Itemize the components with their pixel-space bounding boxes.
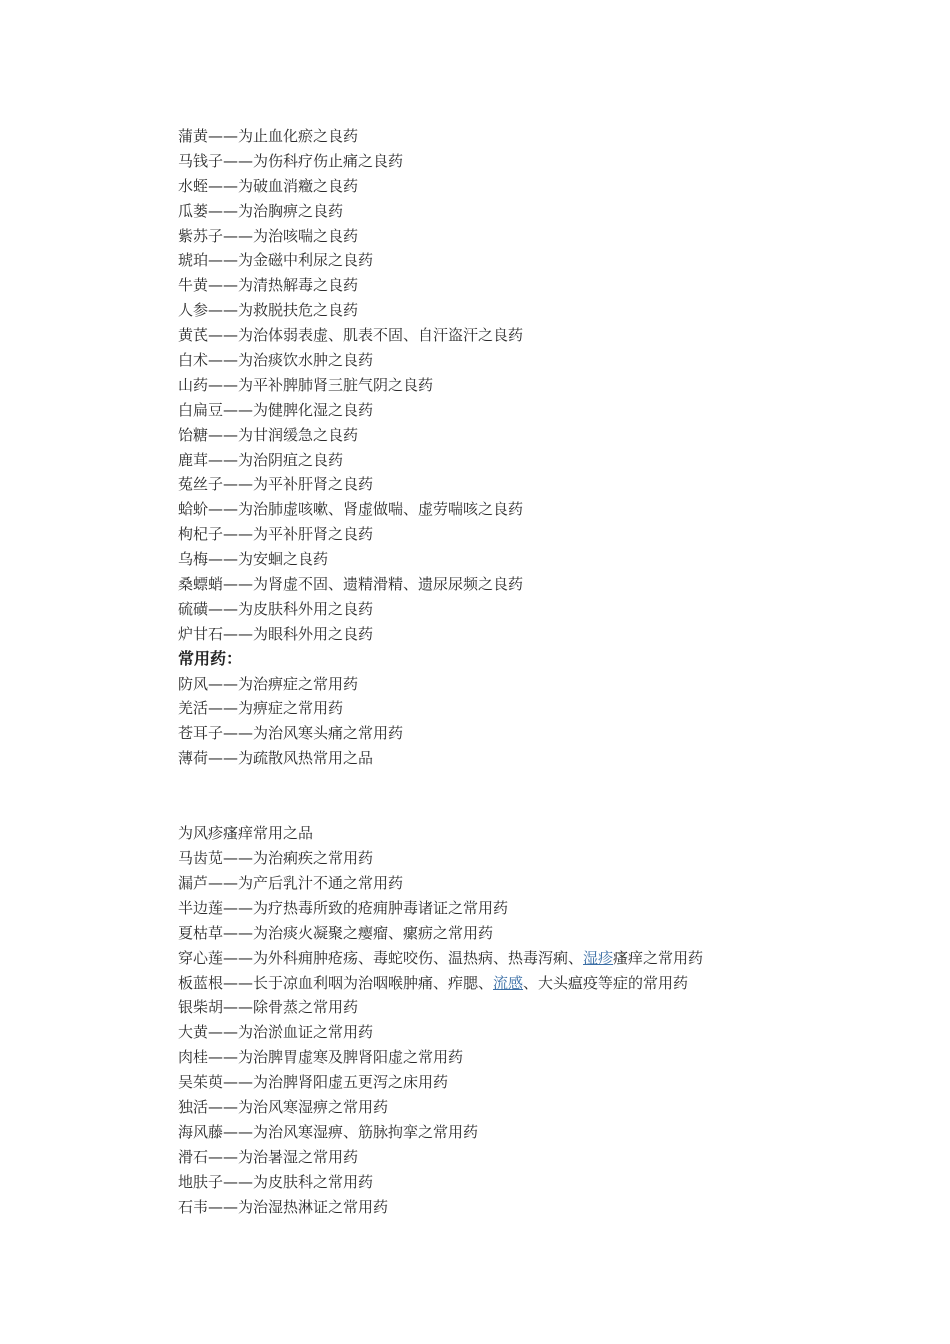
text-line: 黄芪——为治体弱表虚、肌表不固、自汗盗汗之良药: [178, 326, 524, 345]
text-line: 硫磺——为皮肤科外用之良药: [178, 599, 374, 618]
text-segment: 、大头瘟疫等症的常用药: [523, 973, 689, 992]
text-line: 羌活——为痹症之常用药: [178, 699, 344, 718]
text-line: 蒲黄——为止血化瘀之良药: [178, 127, 359, 145]
text-line: 肉桂——为治脾胃虚寒及脾肾阳虚之常用药: [178, 1048, 464, 1067]
text-segment: 穿心莲——为外科痈肿疮疡、毒蛇咬伤、温热病、热毒泻痢、: [178, 948, 584, 967]
text-line: 白术——为治痰饮水肿之良药: [178, 351, 374, 370]
text-line: 防风——为治痹症之常用药: [178, 674, 359, 693]
influenza-link[interactable]: 流感: [493, 973, 524, 992]
text-line: 独活——为治风寒湿痹之常用药: [178, 1097, 389, 1116]
text-line: 漏芦——为产后乳汁不通之常用药: [178, 873, 404, 892]
text-line: 夏枯草——为治痰火凝聚之瘿瘤、瘰疬之常用药: [178, 923, 494, 942]
text-line: 菟丝子——为平补肝肾之良药: [178, 475, 374, 494]
document-body: [178, 124, 878, 1219]
text-segment: 瘙痒之常用药: [613, 948, 704, 967]
text-line: 水蛭——为破血消癥之良药: [178, 176, 359, 195]
text-line: 桑螵蛸——为肾虚不固、遗精滑精、遗尿尿频之良药: [178, 575, 524, 594]
text-line: 蛤蚧——为治肺虚咳嗽、肾虚做喘、虚劳喘咳之良药: [178, 500, 524, 519]
text-line: 半边莲——为疗热毒所致的疮痈肿毒诸证之常用药: [178, 898, 509, 917]
text-line: 饴糖——为甘润缓急之良药: [178, 425, 359, 444]
eczema-link[interactable]: 湿疹: [583, 948, 614, 967]
text-line: 银柴胡——除骨蒸之常用药: [178, 998, 359, 1017]
text-line: 地肤子——为皮肤科之常用药: [178, 1172, 374, 1191]
text-segment: 板蓝根——长于凉血利咽为治咽喉肿痛、痄腮、: [178, 973, 494, 992]
text-line: 白扁豆——为健脾化湿之良药: [178, 400, 374, 419]
section-heading: 常用药：: [178, 648, 243, 668]
text-line: 薄荷——为疏散风热常用之品: [178, 749, 374, 768]
text-line: 牛黄——为清热解毒之良药: [178, 276, 359, 295]
text-line: 山药——为平补脾肺肾三脏气阴之良药: [178, 375, 434, 394]
text-line: 大黄——为治淤血证之常用药: [178, 1023, 374, 1042]
text-line: 炉甘石——为眼科外用之良药: [178, 624, 374, 643]
text-line-banlangen: [178, 971, 878, 996]
text-line: 琥珀——为金磁中利尿之良药: [178, 251, 374, 270]
text-line: 紫苏子——为治咳喘之良药: [178, 226, 359, 245]
text-line: 人参——为救脱扶危之良药: [178, 301, 359, 320]
text-line: 石韦——为治湿热淋证之常用药: [178, 1197, 389, 1216]
text-line: 为风疹瘙痒常用之品: [178, 824, 314, 843]
text-line: 马齿苋——为治痢疾之常用药: [178, 849, 374, 868]
text-line: 瓜蒌——为治胸痹之良药: [178, 201, 344, 220]
text-line-chuanxinlian: [178, 946, 878, 971]
text-line: 滑石——为治暑湿之常用药: [178, 1147, 359, 1166]
page-gap: [178, 771, 878, 821]
text-line: 海风藤——为治风寒湿痹、筋脉拘挛之常用药: [178, 1122, 479, 1141]
text-line: 枸杞子——为平补肝肾之良药: [178, 525, 374, 544]
text-line: 鹿茸——为治阴疽之良药: [178, 450, 344, 469]
text-line: 马钱子——为伤科疗伤止痛之良药: [178, 151, 404, 170]
text-line: 乌梅——为安蛔之良药: [178, 550, 329, 569]
text-line: 苍耳子——为治风寒头痛之常用药: [178, 724, 404, 743]
text-line: 吴茱萸——为治脾肾阳虚五更泻之床用药: [178, 1073, 449, 1092]
